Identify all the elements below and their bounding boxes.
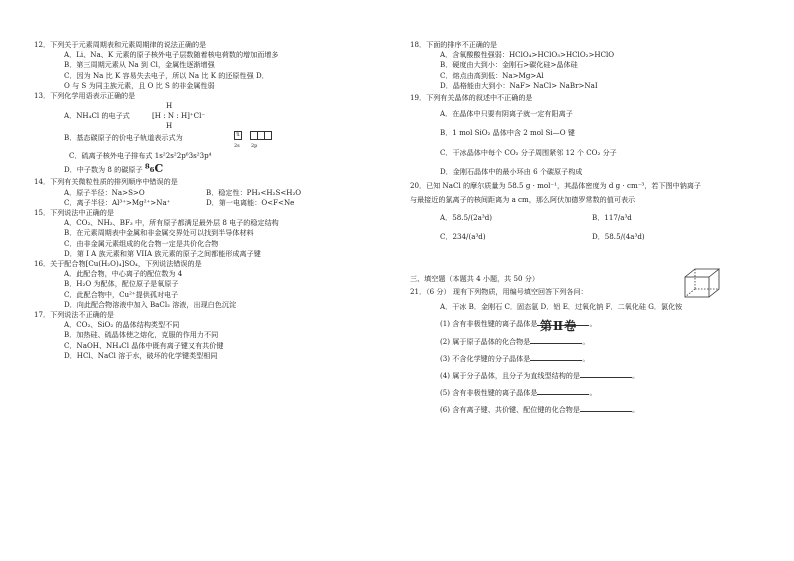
question-18-option-b: B．硬度由大到小：金刚石>碳化硅>晶体硅 <box>440 60 578 70</box>
period: 。 <box>582 353 590 363</box>
question-14-option-a: A．原子半径：Na>S>O <box>64 187 145 197</box>
period: 。 <box>582 336 590 346</box>
section-2-title: 第Ⅱ卷 <box>540 319 578 333</box>
item-5-text: (5) 含有非极性键的离子晶体是 <box>440 388 538 398</box>
question-12-option-d: O 与 S 为同主族元素，且 O 比 S 的非金属性弱 <box>64 80 215 90</box>
question-19-stem: 19．下列有关晶体的叙述中不正确的是 <box>410 93 533 103</box>
question-13-option-c: C．硫离子核外电子排布式 1s²2s²2p⁶3s²3p⁴ <box>69 151 212 161</box>
question-14-option-c: C．离子半径：Al³⁺>Mg²⁺>Na⁺ <box>64 197 171 207</box>
question-17-stem: 17．下列说法不正确的是 <box>34 310 114 320</box>
question-20-option-a: A．58.5/(2a³d) <box>440 213 493 223</box>
question-12-option-c: C．因为 Na 比 K 容易失去电子，所以 Na 比 K 的还原性强 D． <box>64 70 269 80</box>
question-21-item-5 <box>410 387 762 398</box>
answer-blank[interactable] <box>580 370 632 378</box>
question-13-stem: 13．下列化学用语表示正确的是 <box>34 91 136 101</box>
question-20-stem: 20．已知 NaCl 的摩尔质量为 58.5 g · mol⁻¹，其晶体密度为 d g · cm⁻³，若下图中钠离子 <box>410 181 702 191</box>
question-19-option-c: C．干冰晶体中每个 CO₂ 分子周围紧邻 12 个 CO₂ 分子 <box>440 147 617 157</box>
question-19-option-a: A．在晶体中只要有阴离子就一定有阳离子 <box>440 109 573 119</box>
item-4-text: (4) 属于分子晶体，且分子为直线型结构的是 <box>440 371 580 381</box>
question-13-option-d <box>34 161 386 177</box>
lewis-middle: [H : N : H]⁺Cl⁻ <box>152 111 206 121</box>
section-3-heading: 三、填空题（本题共 4 小题，共 50 分） <box>410 273 539 283</box>
question-12-option-b: B．第三周期元素从 Na 到 Cl，金属性逐渐增强 <box>64 60 215 70</box>
question-14-option-d: D．第一电离能：O<F<Ne <box>206 197 295 207</box>
orbital-label-2s: 2s <box>234 143 240 150</box>
question-21-item-6 <box>410 404 762 415</box>
period: 。 <box>632 405 640 415</box>
question-12-stem: 12．下列关于元素周期表和元素周期律的说法正确的是 <box>34 40 207 49</box>
period: 。 <box>589 319 597 329</box>
option-d-label: D．中子数为 8 的碳原子 <box>64 165 143 175</box>
question-19-option-d: D．金刚石晶体中的最小环由 6 个碳原子构成 <box>440 166 583 176</box>
question-14-option-b: B．稳定性：PH₃<H₂S<H₂O <box>206 187 302 197</box>
carbon-isotope-symbol: ⁸₆C <box>144 162 164 176</box>
question-17-option-c: C．NaOH、NH₄Cl 晶体中既有离子键又有共价键 <box>64 340 224 350</box>
question-21-options: A．干冰 B．金刚石 C．固态氩 D．铝 E．过氧化钠 F．二氧化硅 G．氯化铵 <box>440 302 683 312</box>
question-13-option-b <box>34 131 386 151</box>
question-20-stem-continued: 与最接近的氯离子的核间距离为 a cm，那么阿伏加德罗常数的值可表示 <box>410 195 636 205</box>
answer-blank[interactable] <box>537 387 589 395</box>
question-17-option-d: D．HCl、NaCl 溶于水，破坏的化学键类型相同 <box>64 350 218 360</box>
question-14-row-2 <box>34 198 386 208</box>
question-17-option-a: A．CO₂、SiO₂ 的晶体结构类型不同 <box>64 320 180 330</box>
question-16-option-d: D．向此配合物溶液中加入 BaCl₂ 溶液，出现白色沉淀 <box>64 299 237 309</box>
question-21-item-3 <box>410 353 762 364</box>
question-17-option-b: B．加热硅、硫晶体使之熔化，克服的作用力不同 <box>64 330 219 340</box>
question-16-option-b: B．H₂O 为配体，配位原子是氧原子 <box>64 279 179 289</box>
question-20-row-1 <box>410 213 762 223</box>
orbital-box-2s: ⇅ <box>235 132 241 139</box>
question-21-stem: 21．（6 分） 现有下列物质，用编号填空回答下列各问： <box>410 287 588 297</box>
cube-top-face <box>685 269 719 277</box>
question-15-option-a: A．CO₂、NH₃、BF₃ 中，所有原子都满足最外层 8 电子的稳定结构 <box>64 218 279 228</box>
question-21-item-1 <box>410 318 762 329</box>
question-20-option-b: B．117/a³d <box>592 213 632 223</box>
answer-blank[interactable] <box>530 353 582 361</box>
question-21-item-4 <box>410 370 762 381</box>
question-14-row-1 <box>34 188 386 198</box>
question-18-option-d: D．晶格能由大到小：NaF> NaCl> NaBr>NaI <box>440 80 598 90</box>
item-1-text: (1) 含有非极性键的离子晶体是 <box>440 319 538 329</box>
period: 。 <box>632 371 640 381</box>
question-18-option-c: C．熔点由高到低：Na>Mg>Al <box>440 70 544 80</box>
period: 。 <box>589 388 597 398</box>
question-15-option-d: D．第 I A 族元素和第 VIIA 族元素的原子之间都能形成离子键 <box>64 248 261 258</box>
question-16-option-a: A．此配合物，中心离子的配位数为 4 <box>64 269 183 279</box>
option-a-label: A．NH₄Cl 的电子式 <box>64 111 130 121</box>
answer-blank[interactable] <box>530 336 582 344</box>
right-column <box>410 40 762 416</box>
question-16-stem: 16．关于配合物[Cu(H₂O)₄]SO₄，下列说法错误的是 <box>34 259 202 269</box>
question-20-option-c: C．234/(a³d) <box>440 231 486 241</box>
cube-hidden-edge-2 <box>685 289 695 297</box>
question-15-option-c: C．由非金属元素组成的化合物一定是共价化合物 <box>64 238 219 248</box>
cube-front-face <box>685 277 709 297</box>
question-15-option-b: B．在元素周期表中金属和非金属交界处可以找到半导体材料 <box>64 228 254 238</box>
question-18-stem: 18．下面的排序不正确的是 <box>410 40 498 49</box>
item-2-text: (2) 属于原子晶体的化合物是 <box>440 336 531 346</box>
question-18-option-a: A．含氧酸酸性强弱：HClO₄>HClO₃>HClO₂>HClO <box>440 50 615 60</box>
lewis-bottom-h: H <box>166 121 173 131</box>
orbital-label-2p: 2p <box>250 143 258 150</box>
question-21-item-2 <box>410 336 762 347</box>
orbital-box-2p-3 <box>264 131 272 140</box>
item-3-text: (3) 不含化学键的分子晶体是 <box>440 353 531 363</box>
question-20-option-d: D．58.5/(4a³d) <box>592 231 645 241</box>
lewis-top-h: H <box>166 101 173 111</box>
question-13-option-a <box>34 101 386 131</box>
item-6-text: (6) 含有离子键、共价键、配位键的化合物是 <box>440 405 580 415</box>
lewis-structure <box>152 101 205 131</box>
answer-blank[interactable] <box>580 404 632 412</box>
orbital-diagram <box>234 131 271 151</box>
question-16-option-c: C．此配合物中，Cu²⁺提供孤对电子 <box>64 289 179 299</box>
nacl-unit-cell-figure <box>683 267 723 299</box>
left-column <box>34 40 386 361</box>
question-14-stem: 14．下列有关微粒性质的排列顺序中错误的是 <box>34 177 178 187</box>
question-19-option-b: B．1 mol SiO₂ 晶体中含 2 mol Si—O 键 <box>440 128 575 138</box>
option-b-label: B．基态碳原子的价电子轨道表示式为 <box>64 133 183 143</box>
question-20-row-2 <box>410 232 762 242</box>
question-12-option-a: A．Li、Na、K 元素的原子核外电子层数随着核电荷数的增加而增多 <box>64 50 279 60</box>
question-15-stem: 15．下列说法中正确的是 <box>34 208 114 218</box>
